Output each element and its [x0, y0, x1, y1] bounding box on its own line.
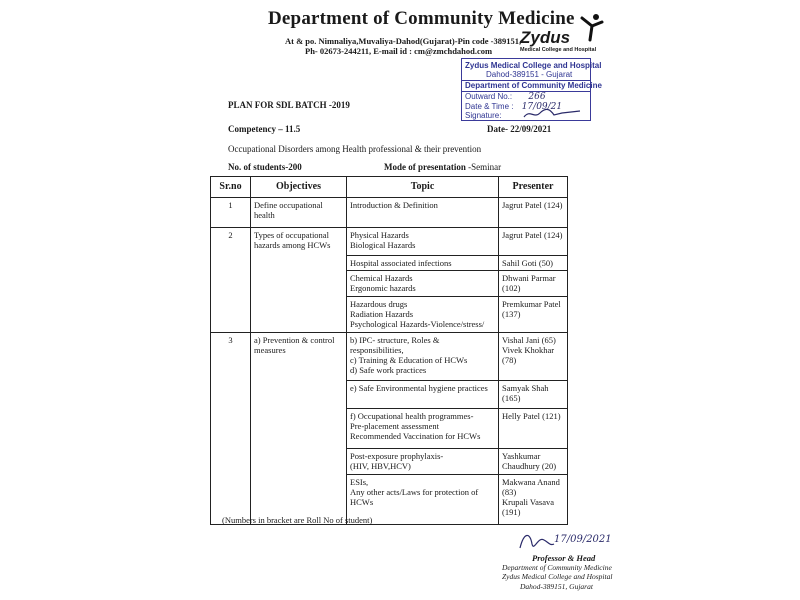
table-row	[211, 448, 568, 474]
mode-value: -Seminar	[468, 162, 502, 172]
header-objectives: Objectives	[251, 177, 347, 198]
presenter-line: Vishal Jani (65)	[502, 334, 556, 345]
plan-subject: Occupational Disorders among Health professional & their prevention	[228, 144, 482, 154]
table-header-row	[211, 177, 568, 198]
objective-cell: a) Prevention & control measures	[251, 332, 347, 380]
signatory-address: Dahod-389151, Gujarat	[520, 582, 593, 591]
topic-line: Physical Hazards	[350, 229, 409, 240]
table-row	[211, 255, 568, 270]
table-row	[211, 380, 568, 408]
stamp-signature-label: Signature:	[465, 111, 502, 120]
plan-title: PLAN FOR SDL BATCH -2019	[228, 100, 350, 110]
stamp-signature-scribble	[522, 107, 582, 121]
student-count: No. of students-200	[228, 162, 302, 172]
header-presenter: Presenter	[499, 177, 568, 198]
logo-wordmark: Zydus	[520, 28, 571, 47]
topic-line: Hazardous drugs	[350, 298, 408, 309]
topic-line: Post-exposure prophylaxis-	[350, 450, 444, 461]
signature-date: 17/09/2021	[554, 534, 612, 545]
stamp-outward-value: 266	[528, 92, 546, 102]
objective-cell: Define occupational health	[251, 197, 347, 227]
topic-cell: Introduction & Definition	[347, 197, 499, 227]
stamp-datetime-label: Date & Time :	[465, 102, 514, 111]
presenter-line: Vivek Khokhar (78)	[502, 344, 555, 365]
topic-line: Pre-placement assessment	[350, 420, 439, 431]
outward-stamp	[461, 58, 602, 121]
header-topic: Topic	[347, 177, 499, 198]
professor-signature-icon	[518, 526, 612, 556]
table-row	[211, 408, 568, 448]
topic-line: (HIV, HBV,HCV)	[350, 460, 411, 471]
topic-line: Chemical Hazards	[350, 272, 413, 283]
contact-line: Ph- 02673-244211, E-mail id : cm@zmchdahod.com	[305, 46, 493, 56]
table-row	[211, 296, 568, 332]
zydus-logo	[520, 14, 610, 58]
topic-cell	[347, 227, 499, 255]
signatory-college: Zydus Medical College and Hospital	[502, 572, 613, 581]
stamp-address: Dahod-389151 - Gujarat	[486, 70, 573, 79]
topic-line: d) Safe work practices	[350, 364, 427, 375]
topic-cell	[347, 408, 499, 448]
roll-number-footnote: (Numbers in bracket are Roll No of student)	[222, 515, 373, 525]
plan-date: Date- 22/09/2021	[487, 124, 552, 134]
topic-cell	[347, 448, 499, 474]
header-sr-no: Sr.no	[211, 177, 251, 198]
signatory-title: Professor & Head	[532, 553, 596, 563]
topic-line: ESIs,	[350, 476, 369, 487]
table-row	[211, 332, 568, 380]
topic-cell: e) Safe Environmental hygiene practices	[347, 380, 499, 408]
topic-line: Biological Hazards	[350, 239, 416, 250]
topic-line: Radiation Hazards	[350, 308, 414, 319]
presenter-cell: Premkumar Patel (137)	[499, 296, 568, 332]
topic-line: Psychological Hazards-Violence/stress/	[350, 318, 485, 329]
logo-subtitle: Medical College and Hospital	[520, 47, 597, 53]
competency: Competency – 11.5	[228, 124, 301, 134]
sdl-plan-table	[210, 176, 568, 525]
table-row	[211, 270, 568, 296]
table-row	[211, 227, 568, 255]
objective-cell: Types of occupational hazards among HCWs	[251, 227, 347, 255]
zydus-figure-icon	[576, 12, 606, 42]
topic-line: Any other acts/Laws for protection of HCWs	[350, 486, 479, 507]
presenter-cell	[499, 332, 568, 380]
presenter-cell: Yashkumar Chaudhury (20)	[499, 448, 568, 474]
presenter-cell: Helly Patel (121)	[499, 408, 568, 448]
topic-line: Ergonomic hazards	[350, 282, 416, 293]
presenter-line: Makwana Anand (83)	[502, 476, 560, 497]
stamp-college: Zydus Medical College and Hospital	[465, 61, 602, 70]
presenter-line: Krupali Vasava (191)	[502, 496, 555, 517]
topic-cell	[347, 296, 499, 332]
table-row	[211, 197, 568, 227]
presenter-cell: Sahil Goti (50)	[499, 255, 568, 270]
topic-cell	[347, 332, 499, 380]
stamp-outward-label: Outward No.:	[465, 92, 513, 101]
topic-cell: Hospital associated infections	[347, 255, 499, 270]
sr-cell: 3	[211, 332, 251, 380]
stamp-department: Department of Community Medicine	[465, 81, 602, 90]
department-title: Department of Community Medicine	[268, 8, 575, 29]
address-line: At & po. Nimnaliya,Muvaliya-Dahod(Gujarat)-Pin code -389151,	[285, 36, 522, 46]
presenter-cell: Samyak Shah (165)	[499, 380, 568, 408]
presenter-cell: Jagrut Patel (124)	[499, 197, 568, 227]
topic-line: Recommended Vaccination for HCWs	[350, 430, 481, 441]
presenter-cell: Jagrut Patel (124)	[499, 227, 568, 255]
signatory-department: Department of Community Medicine	[502, 563, 612, 572]
topic-cell	[347, 270, 499, 296]
sr-cell: 2	[211, 227, 251, 255]
presenter-cell: Dhwani Parmar (102)	[499, 270, 568, 296]
presentation-mode	[384, 162, 501, 172]
topic-line: c) Training & Education of HCWs	[350, 354, 468, 365]
mode-label: Mode of presentation	[384, 162, 466, 172]
stamp-datetime-value: 17/09/21	[521, 102, 563, 112]
topic-line: b) IPC- structure, Roles & responsibilities,	[350, 334, 440, 355]
topic-line: f) Occupational health programmes-	[350, 410, 474, 421]
presenter-cell	[499, 474, 568, 524]
sr-cell: 1	[211, 197, 251, 227]
